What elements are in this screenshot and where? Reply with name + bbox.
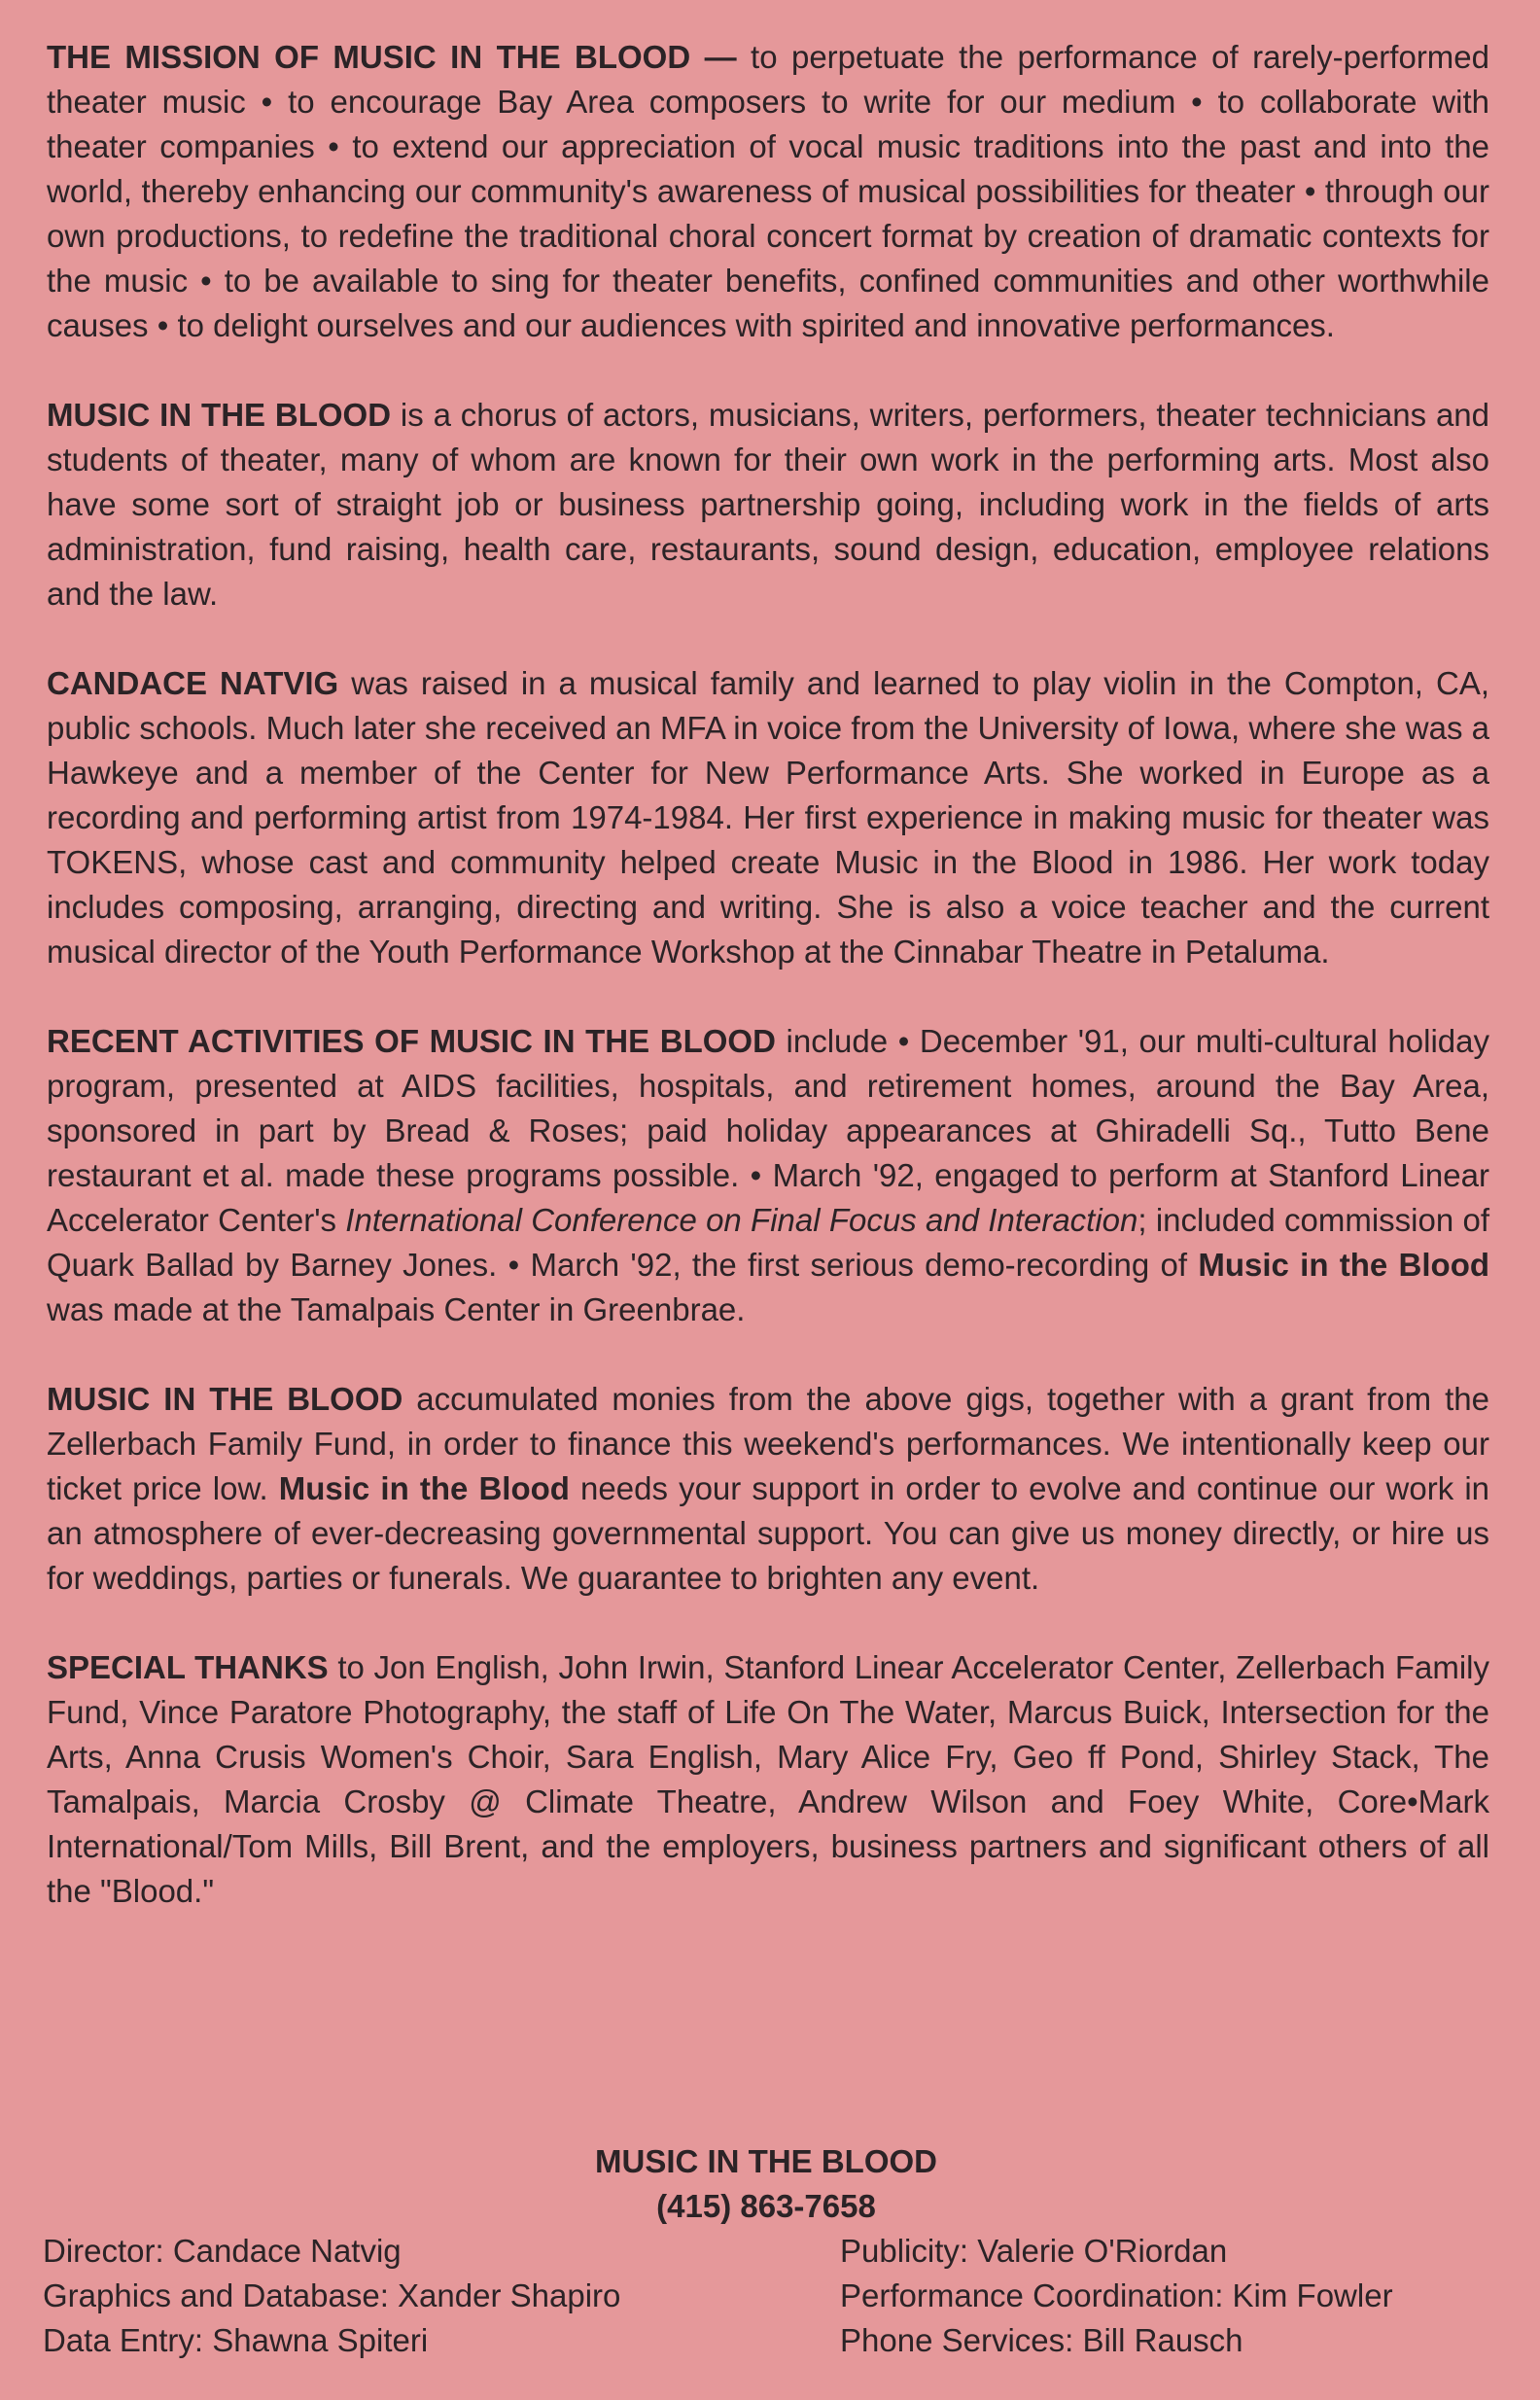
funding-paragraph — [47, 1377, 1489, 1601]
funding-text-1: accumulated monies from the above gigs, together with a grant from the Zellerbach Family Fund, in order to finance this weekend's performances. We intentionally keep our ticket price low. — [47, 1381, 1489, 1506]
credits-left-column — [43, 2229, 840, 2363]
contact-footer — [43, 2139, 1489, 2363]
thanks-heading: SPECIAL THANKS — [47, 1649, 329, 1685]
credits-right-column — [840, 2229, 1489, 2363]
recent-text-1: include • December '91, our multi-cultural holiday program, presented at AIDS facilities, hospitals, and retirement homes, around the Bay Area, sponsored in part by Bread & Roses; paid holiday appearances at Ghiradelli Sq., Tutto Bene restaurant et al. made these programs possible. • March '92, engaged to perform at Stanford Linear Accelerator Center's — [47, 1023, 1489, 1238]
conference-title: International Conference on Final Focus and Interaction — [345, 1202, 1138, 1238]
candace-bio-paragraph — [47, 661, 1489, 974]
funding-heading: MUSIC IN THE BLOOD — [47, 1381, 403, 1417]
candace-heading: CANDACE NATVIG — [47, 665, 339, 701]
recent-activities-paragraph — [47, 1019, 1489, 1332]
about-text: is a chorus of actors, musicians, writers, performers, theater technicians and students of theater, many of whom are known for their own work in the performing arts. Most also have some sort of straight job or business partnership going, including work in the fields of arts administration, fund raising, health care, restaurants, sound design, education, employee relations and the law. — [47, 397, 1489, 612]
recent-group-name: Music in the Blood — [1198, 1247, 1490, 1283]
credit-performance-coordination: Performance Coordination: Kim Fowler — [840, 2277, 1393, 2313]
recent-heading: RECENT ACTIVITIES OF MUSIC IN THE BLOOD — [47, 1023, 776, 1059]
thanks-text: to Jon English, John Irwin, Stanford Linear Accelerator Center, Zellerbach Family Fund, Vince Paratore Photography, the staff of Life On The Water, Marcus Buick, Intersection for the Arts, Anna Crusis Women's Choir, Sara English, Mary Alice Fry, Geo ff Pond, Shirley Stack, The Tamalpais, Marcia Crosby @ Climate Theatre, Andrew Wilson and Foey White, Core•Mark International/Tom Mills, Bill Brent, and the employers, business partners and significant others of all the "Blood." — [47, 1649, 1489, 1909]
special-thanks-paragraph — [47, 1645, 1489, 1914]
credit-director: Director: Candace Natvig — [43, 2233, 402, 2269]
credit-graphics-database: Graphics and Database: Xander Shapiro — [43, 2277, 621, 2313]
mission-paragraph — [47, 35, 1489, 348]
recent-text-2: ; included commission of Quark Ballad by Barney Jones. • March '92, the first serious demo-recording of — [47, 1202, 1490, 1283]
credit-phone-services: Phone Services: Bill Rausch — [840, 2322, 1243, 2358]
credit-data-entry: Data Entry: Shawna Spiteri — [43, 2322, 429, 2358]
staff-credits — [43, 2229, 1489, 2363]
candace-text: was raised in a musical family and learned to play violin in the Compton, CA, public schools. Much later she received an MFA in voice from the University of Iowa, where she was a Hawkeye and a member of the Center for New Performance Arts. She worked in Europe as a recording and performing artist from 1974-1984. Her first experience in making music for theater was TOKENS, whose cast and community helped create Music in the Blood in 1986. Her work today includes composing, arranging, directing and writing. She is also a voice teacher and the current musical director of the Youth Performance Workshop at the Cinnabar Theatre in Petaluma. — [47, 665, 1489, 970]
footer-phone: (415) 863-7658 — [656, 2188, 876, 2224]
funding-text-2: needs your support in order to evolve and continue our work in an atmosphere of ever-decreasing governmental support. You can give us money directly, or hire us for weddings, parties or funerals. We guarantee to brighten any event. — [47, 1470, 1490, 1596]
funding-group-name: Music in the Blood — [278, 1470, 570, 1506]
about-paragraph — [47, 393, 1489, 617]
mission-text: to perpetuate the performance of rarely-performed theater music • to encourage Bay Area composers to write for our medium • to collaborate with theater companies • to extend our appreciation of vocal music traditions into the past and into the world, thereby enhancing our community's awareness of musical possibilities for theater • through our own productions, to redefine the traditional choral concert format by creation of dramatic contexts for the music • to be available to sing for theater benefits, confined communities and other worthwhile causes • to delight ourselves and our audiences with spirited and innovative performances. — [47, 39, 1490, 343]
credit-publicity: Publicity: Valerie O'Riordan — [840, 2233, 1228, 2269]
footer-title: MUSIC IN THE BLOOD — [595, 2143, 937, 2179]
recent-text-3: was made at the Tamalpais Center in Greenbrae. — [47, 1291, 746, 1327]
mission-heading: THE MISSION OF MUSIC IN THE BLOOD — — [47, 39, 737, 75]
about-heading: MUSIC IN THE BLOOD — [47, 397, 392, 433]
